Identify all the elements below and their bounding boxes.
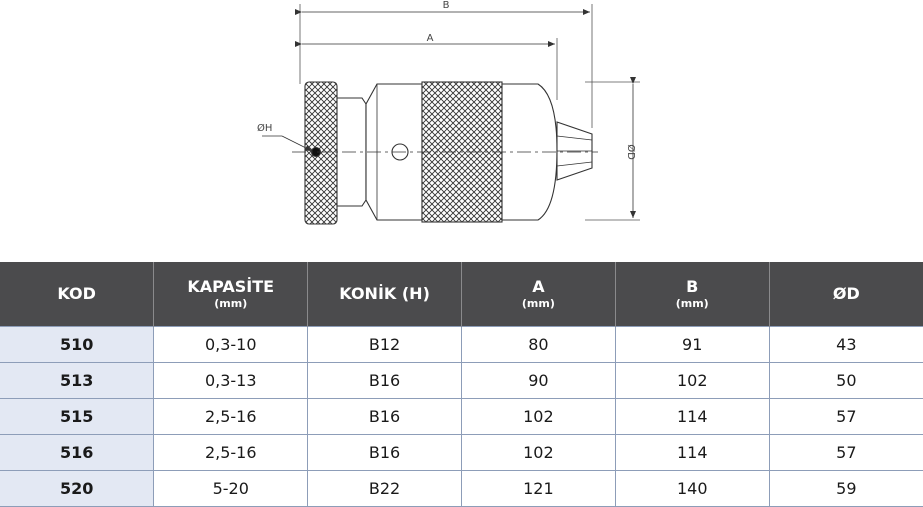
cell-a: 121: [461, 471, 615, 507]
cell-kapasite: 2,5-16: [154, 399, 308, 435]
dimension-a-label: A: [426, 33, 434, 44]
drill-chuck: [305, 82, 592, 224]
cell-kod: 510: [0, 327, 154, 363]
col-unit: (mm): [521, 296, 555, 310]
cell-konik: B12: [308, 327, 462, 363]
cell-konik: B16: [308, 435, 462, 471]
col-kod: KOD: [0, 262, 154, 327]
dh-label: ØH: [257, 123, 273, 134]
cell-a: 80: [461, 327, 615, 363]
cell-kapasite: 2,5-16: [154, 435, 308, 471]
dimension-b-label: B: [442, 0, 450, 11]
col-kapasite: KAPASİTE (mm): [154, 262, 308, 327]
cell-a: 102: [461, 435, 615, 471]
col-b: B (mm): [615, 262, 769, 327]
dimension-d: [625, 84, 637, 218]
cell-a: 90: [461, 363, 615, 399]
cell-d: 57: [769, 399, 923, 435]
cell-kod: 515: [0, 399, 154, 435]
col-konik: KONİK (H): [308, 262, 462, 327]
header-row: [0, 262, 923, 327]
col-a: A (mm): [461, 262, 615, 327]
dimension-b: [302, 0, 590, 12]
cell-b: 102: [615, 363, 769, 399]
spec-table: [0, 262, 923, 507]
table-row: [0, 363, 923, 399]
col-unit: (mm): [675, 296, 709, 310]
cell-kod: 513: [0, 363, 154, 399]
cell-konik: B22: [308, 471, 462, 507]
cell-kod: 520: [0, 471, 154, 507]
cell-kapasite: 0,3-13: [154, 363, 308, 399]
dh-leader: [257, 122, 312, 151]
dimension-d-label: ØD: [625, 144, 636, 160]
table-row: [0, 327, 923, 363]
rear-knurled-ring: [305, 82, 337, 224]
cell-d: 50: [769, 363, 923, 399]
dimension-a: [302, 33, 555, 44]
col-d: ØD: [769, 262, 923, 327]
cell-b: 114: [615, 435, 769, 471]
cell-a: 102: [461, 399, 615, 435]
cell-d: 43: [769, 327, 923, 363]
table-row: [0, 471, 923, 507]
cell-b: 140: [615, 471, 769, 507]
cell-d: 59: [769, 471, 923, 507]
cell-konik: B16: [308, 363, 462, 399]
cell-kod: 516: [0, 435, 154, 471]
cell-d: 57: [769, 435, 923, 471]
table-row: [0, 435, 923, 471]
cell-kapasite: 5-20: [154, 471, 308, 507]
cell-b: 114: [615, 399, 769, 435]
cell-kapasite: 0,3-10: [154, 327, 308, 363]
col-unit: (mm): [214, 296, 248, 310]
table-row: [0, 399, 923, 435]
cell-b: 91: [615, 327, 769, 363]
cell-konik: B16: [308, 399, 462, 435]
